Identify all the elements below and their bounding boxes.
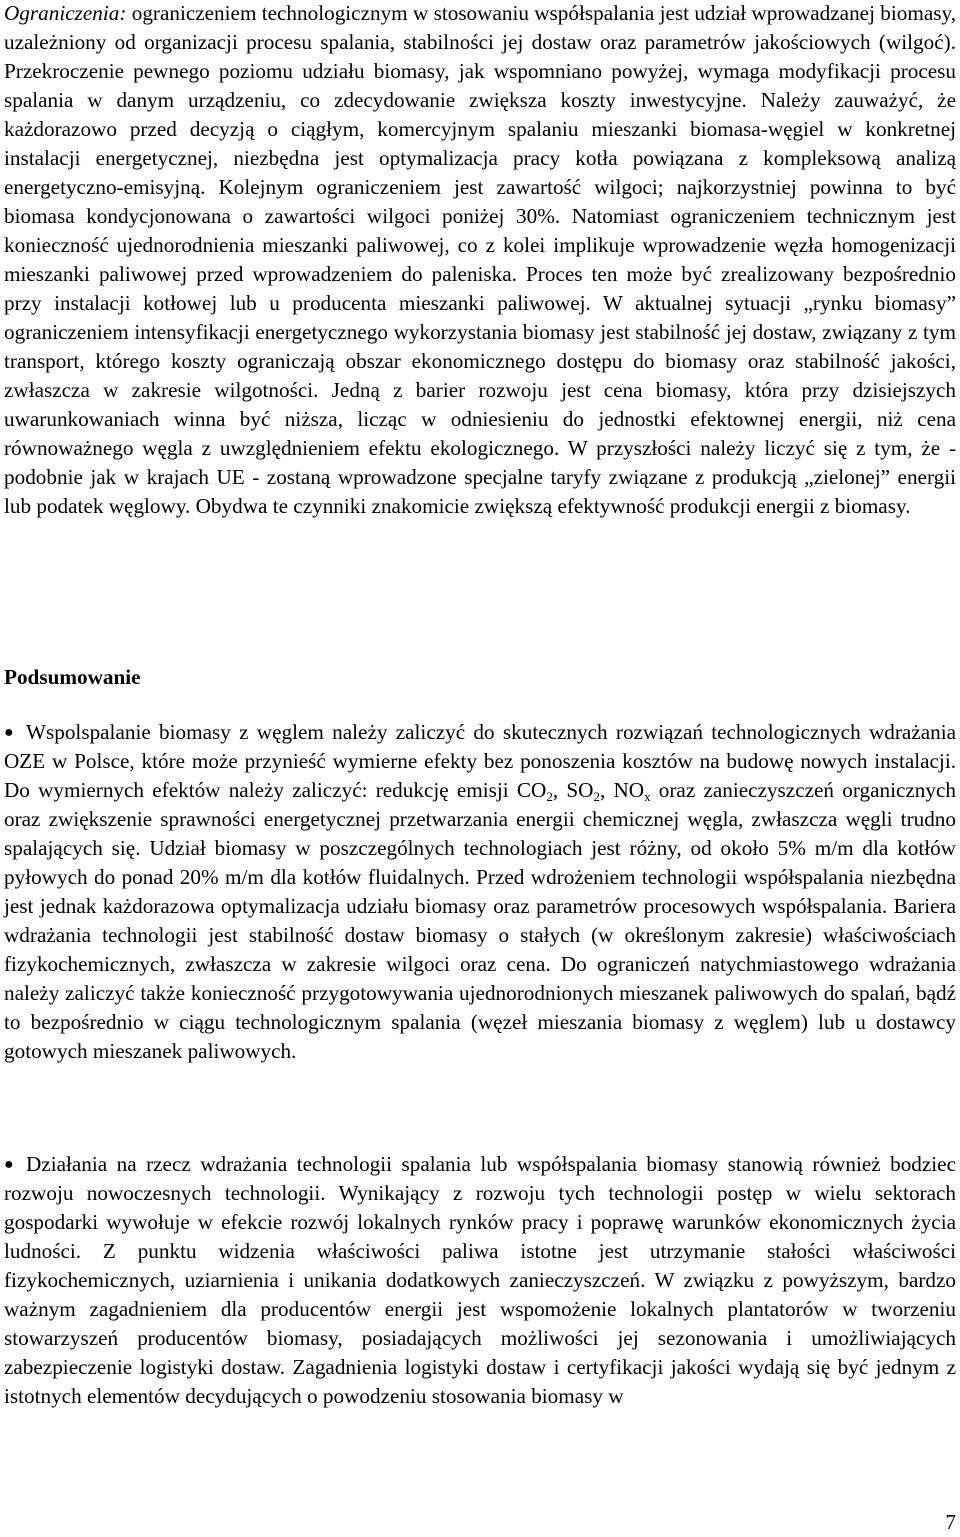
bullet1-text-part1: Wspolspalanie biomasy z węglem należy zaliczyć do skutecznych rozwiązań technologicznych wdrażania OZE w Polsce, które może przynieść wymierne efekty bez ponoszenia kosztów na budowę nowych instalacji. Do wymiernych efektów należy zaliczyć: redukcję emisji CO (4, 720, 956, 802)
section-heading: Podsumowanie (4, 665, 141, 689)
subscript: 2 (593, 789, 600, 804)
subscript: 2 (546, 789, 553, 804)
bullet-icon: ● (4, 724, 14, 741)
limitations-text: ograniczeniem technologicznym w stosowaniu współspalania jest udział wprowadzanej biomasy, uzależniony od organizacji procesu spalania, stabilności jej dostaw oraz parametrów jakościowych (wilgoć). Przekroczenie pewnego poziomu udziału biomasy, jak wspomniano powyżej, wymaga modyfikacji procesu spalania w danym urządzeniu, co zdecydowanie zwiększa koszty inwestycyjne. Należy zauważyć, że każdorazowo przed decyzją o ciągłym, komercyjnym spalaniu mieszanki biomasa-węgiel w konkretnej instalacji energetycznej, niezbędna jest optymalizacja pracy kotła powiązana z kompleksową analizą energetyczno-emisyjną. Kolejnym ograniczeniem jest zawartość wilgoci; najkorzystniej powinna to być biomasa kondycjonowana o zawartości wilgoci poniżej 30%. Natomiast ograniczeniem technicznym jest konieczność ujednorodnienia mieszanki paliwowej, co z kolei implikuje wprowadzenie węzła homogenizacji mieszanki paliwowej przed wprowadzeniem do paleniska. Proces ten może być zrealizowany bezpośrednio przy instalacji kotłowej lub u producenta mieszanki paliwowej. W aktualnej sytuacji „rynku biomasy” ograniczeniem intensyfikacji energetycznego wykorzystania biomasy jest stabilność jej dostaw, związany z tym transport, którego koszty ograniczają obszar ekonomicznego dostępu do biomasy oraz stabilność jakości, zwłaszcza w zakresie wilgotności. Jedną z barier rozwoju jest cena biomasy, która przy dzisiejszych uwarunkowaniach winna być niższa, licząc w odniesieniu do jednostki efektownej energii, niż cena równoważnego węgla z uwzględnieniem efektu ekologicznego. W przyszłości należy liczyć się z tym, że - podobnie jak w krajach UE - zostaną wprowadzone specjalne taryfy związane z produkcją „zielonej” energii lub podatek węglowy. Obydwa te czynniki znakomicie zwiększą efektywność produkcji energii z biomasy. (4, 1, 956, 518)
lead-label: Ograniczenia: (4, 1, 127, 25)
bullet1-text-part2: , SO (552, 778, 594, 802)
limitations-paragraph (4, 0, 956, 521)
bullet1-text-part3: , NO (599, 778, 645, 802)
page-number: 7 (945, 1510, 956, 1534)
subscript: x (644, 789, 651, 804)
bullet-list-2 (4, 1150, 956, 1411)
bullet1-text-part4: oraz zanieczyszczeń organicznych oraz zwiększenie sprawności energetycznej przetwarzania energii chemicznej węgla, zwłaszcza węgli trudno spalających się. Udział biomasy w poszczególnych technologiach jest różny, od około 5% m/m dla kotłów pyłowych do ponad 20% m/m dla kotłów fluidalnych. Przed wdrożeniem technologii współspalania niezbędna jest jednak każdorazowa optymalizacja udziału biomasy oraz parametrów procesowych współspalania. Bariera wdrażania technologii jest stabilność dostaw biomasy o stałych (w określonym zakresie) właściwościach fizykochemicznych, zwłaszcza w zakresie wilgoci oraz cena. Do ograniczeń natychmiastowego wdrażania należy zaliczyć także konieczność przygotowywania ujednorodnionych mieszanek paliwowych do spalań, bądź to bezpośrednio w ciągu technologicznym spalania (węzeł mieszania biomasy z węglem) lub u dostawcy gotowych mieszanek paliwowych. (4, 778, 956, 1063)
bullet-list-1 (4, 718, 956, 1066)
list-item (4, 718, 956, 1066)
list-item (4, 1150, 956, 1411)
bullet-icon: ● (4, 1156, 14, 1173)
bullet2-text: Działania na rzecz wdrażania technologii spalania lub współspalania biomasy stanowią również bodziec rozwoju nowoczesnych technologii. Wynikający z rozwoju tych technologii postęp w wielu sektorach gospodarki wywołuje w efekcie rozwój lokalnych rynków pracy i poprawę warunków ekonomicznych życia ludności. Z punktu widzenia właściwości paliwa istotne jest utrzymanie stałości właściwości fizykochemicznych, uziarnienia i unikania dodatkowych zanieczyszczeń. W związku z powyższym, bardzo ważnym zagadnieniem dla producentów energii jest wspomożenie lokalnych plantatorów w tworzeniu stowarzyszeń producentów biomasy, posiadających możliwości jej sezonowania i umożliwiających zabezpieczenie logistyki dostaw. Zagadnienia logistyki dostaw i certyfikacji jakości wydają się być jednym z istotnych elementów decydujących o powodzeniu stosowania biomasy w (4, 1152, 956, 1408)
document-page (4, 0, 956, 1534)
